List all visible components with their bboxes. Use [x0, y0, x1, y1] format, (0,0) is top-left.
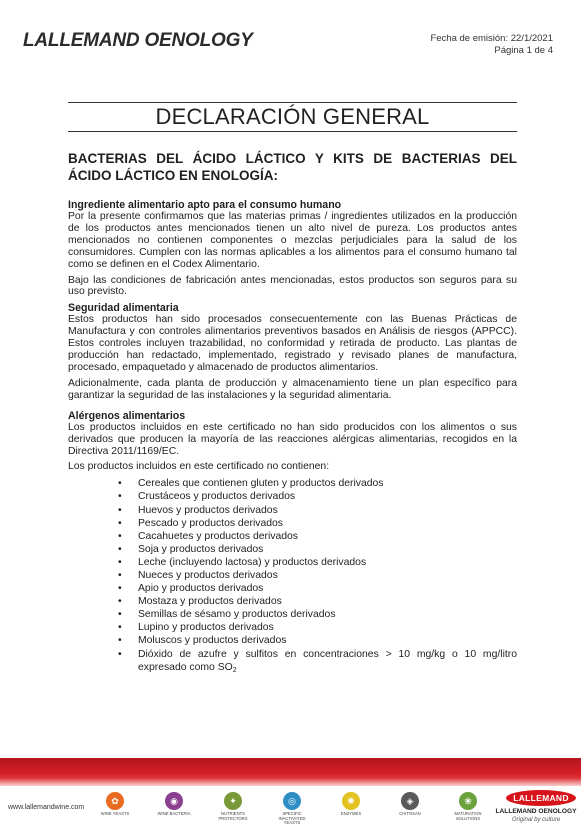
section-heading-alergenos: Alérgenos alimentarios	[68, 409, 186, 422]
category-label: NUTRIENTS PROTECTORS	[218, 811, 248, 821]
category-chitosan	[393, 792, 427, 817]
category-wine-yeasts	[98, 792, 132, 817]
document-subtitle: BACTERIAS DEL ÁCIDO LÁCTICO Y KITS DE BACTERIAS DEL ÁCIDO LÁCTICO EN ENOLOGÍA:	[68, 151, 517, 183]
category-label: SPECIFIC INACTIVATED YEASTS	[278, 811, 306, 826]
list-item: • Nueces y productos derivados	[138, 569, 517, 582]
bacteria-icon: ◉	[165, 792, 183, 810]
paragraph: Los productos incluidos en este certificado no han sido producidos con los alimentos o sus derivados que producen la mayoría de las reacciones alérgicas alimentarias, recogidos en la Directiva 2011/1169/EC.	[68, 421, 517, 457]
paragraph: Estos productos han sido procesados consecuentemente con las Buenas Prácticas de Manufactura y con controles alimentarios preventivos basados en Análisis de riesgos (APPCC). Estos controles incluyen trazabilidad, no conformidad y retirada de producto. Las plantas de producción han redactado, implementado, registrado y revisado planes de manufactura, procesado, empaquetado y almacenado de productos alimentarios.	[68, 314, 517, 373]
allergen-list	[68, 477, 517, 676]
category-wine-bacteria	[157, 792, 191, 817]
list-item: • Mostaza y productos derivados	[138, 595, 517, 608]
issue-date: Fecha de emisión: 22/1/2021	[430, 33, 553, 44]
list-item: • Apio y productos derivados	[138, 582, 517, 595]
list-item-sulfites	[138, 648, 517, 677]
category-label: ENZYMES	[340, 811, 362, 816]
lallemand-logo: LALLEMAND	[506, 790, 576, 806]
document-title: DECLARACIÓN GENERAL	[155, 104, 430, 129]
paragraph: Bajo las condiciones de fabricación antes mencionadas, estos productos son seguros para su uso previsto.	[68, 274, 517, 298]
document-meta	[430, 33, 553, 57]
paragraph: Adicionalmente, cada planta de producción y almacenamiento tiene un plan específico para garantizar la seguridad de las instalaciones y la seguridad alimentaria.	[68, 377, 517, 401]
paragraph: Los productos incluidos en este certificado no contienen:	[68, 461, 330, 473]
list-item: • Lupino y productos derivados	[138, 621, 517, 634]
chitosan-icon: ◈	[401, 792, 419, 810]
website-link[interactable]: www.lallemandwine.com	[8, 804, 85, 811]
subscript: 2	[232, 666, 237, 674]
footer-red-band	[0, 758, 581, 786]
title-rule-bottom	[68, 131, 517, 132]
category-inactivated-yeasts	[275, 792, 309, 826]
list-item: • Huevos y productos derivados	[138, 504, 517, 517]
paragraph: Por la presente confirmamos que las materias primas / ingredientes utilizados en la producción de los productos antes mencionados tienen un alto nivel de pureza. Los productos antes mencionados no contienen componentes o mezclas perjudiciales para la salud de los consumidores. Cumplen con las normas aplicables a los alimentos para el consumo humano tal como se definen en el Codex Alimentario.	[68, 211, 517, 270]
enzymes-icon: ✺	[342, 792, 360, 810]
document-body	[68, 199, 517, 677]
category-label: MATURATION SOLUTIONS	[454, 811, 482, 821]
maturation-icon: ❀	[459, 792, 477, 810]
brand-logo: LALLEMAND OENOLOGY	[23, 30, 253, 51]
category-label: CHITOSAN	[399, 811, 421, 816]
list-item-text: Dióxido de azufre y sulfitos en concentraciones > 10 mg/kg o 10 mg/litro expresado como SO	[138, 648, 517, 673]
category-nutrients	[216, 792, 250, 821]
list-item: • Semillas de sésamo y productos derivados	[138, 608, 517, 621]
footer	[0, 786, 581, 831]
list-item: • Moluscos y productos derivados	[138, 634, 517, 647]
yeast-icon: ✿	[106, 792, 124, 810]
list-item: • Cacahuetes y productos derivados	[138, 530, 517, 543]
logo-tagline: Original by culture	[511, 817, 561, 823]
page-number: Página 1 de 4	[494, 45, 553, 56]
category-enzymes	[334, 792, 368, 817]
title-rule-top	[68, 102, 517, 103]
category-label: WINE BACTERIA	[157, 811, 191, 816]
section-heading-seguridad: Seguridad alimentaria	[68, 302, 179, 315]
list-item: • Crustáceos y productos derivados	[138, 490, 517, 503]
category-maturation	[451, 792, 485, 821]
list-item: • Leche (incluyendo lactosa) y productos derivados	[138, 556, 517, 569]
inactivated-yeast-icon: ◎	[283, 792, 301, 810]
section-heading-consumo: Ingrediente alimentario apto para el consumo humano	[68, 199, 342, 211]
logo-name: LALLEMAND OENOLOGY	[495, 808, 577, 815]
list-item: • Pescado y productos derivados	[138, 517, 517, 530]
list-item: • Cereales que contienen gluten y productos derivados	[138, 477, 517, 490]
nutrients-icon: ✦	[224, 792, 242, 810]
list-item: • Soja y productos derivados	[138, 543, 517, 556]
category-label: WINE YEASTS	[100, 811, 130, 816]
